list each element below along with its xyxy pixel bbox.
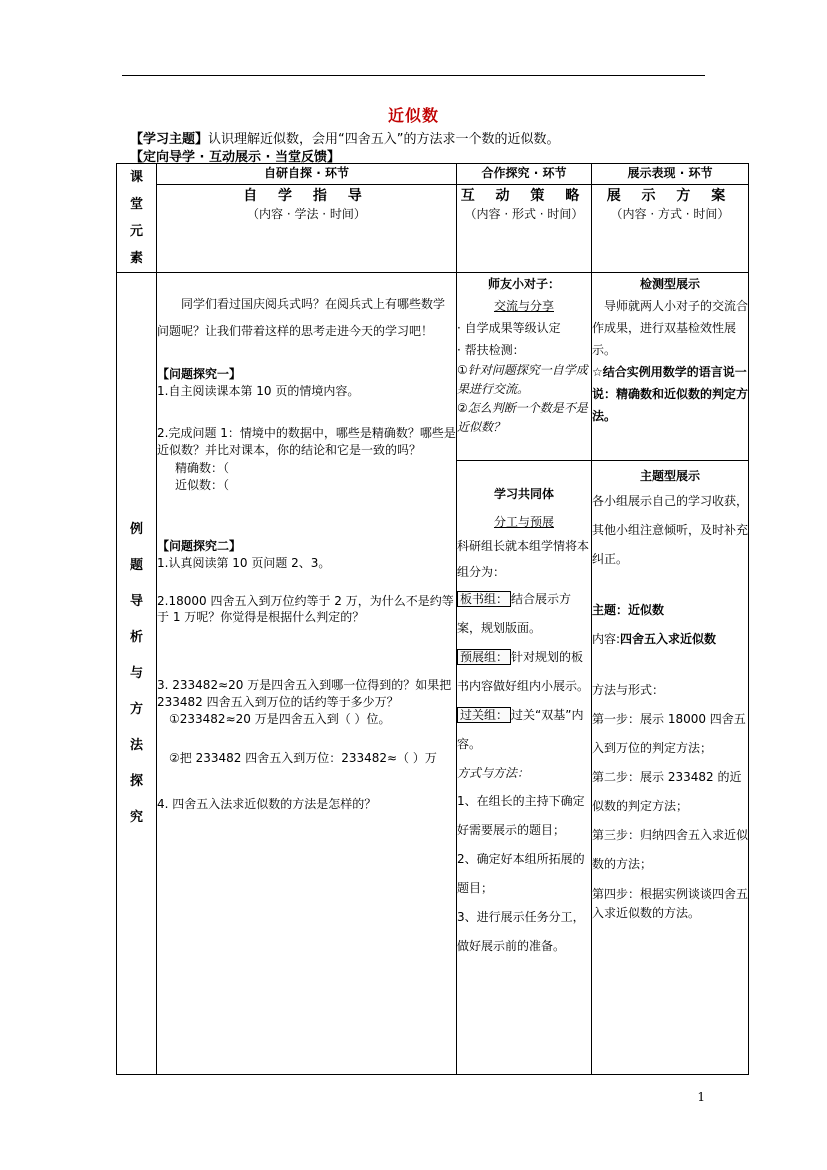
check-presentation-cell: 检测型展示 导师就两人小对子的交流合作成果，进行双基检效性展示。 ☆结合实例用数学的语言说一说：精确数和近似数的判定方法。 [592,273,749,461]
col-header-elements: 课 堂 元 素 [117,164,157,273]
question-two-item-4: 4. 四舍五入法求近似数的方法是怎样的？ [157,797,377,811]
pass-group-label: 过关组： [457,707,511,723]
exact-number-blank: 精确数：（ [175,461,230,475]
subheader-interaction: 互 动 策 略 （内容 · 形式 · 时间） [457,185,592,273]
question-two-item-3a: ①233482≈20 万是四舍五入到（ ）位。 [169,712,391,726]
question-two-item-3: 3. 233482≈20 万是四舍五入到哪一位得到的？如果把 233482 四舍五入到万位的话约等于多少万？ [157,678,452,709]
question-one-item-1: 1.自主阅读课本第 10 页的情境内容。 [157,384,360,398]
side-label: 例 题 导 析 与 方 法 探 究 [117,273,157,1075]
document-title: 近似数 [387,106,439,125]
pair-partner-cell: 师友小对子： 交流与分享 · 自学成果等级认定 · 帮扶检测： ①针对问题探究一自学成果进行交流。 ②怎么判断一个数是不是近似数？ [457,273,592,461]
question-two-item-2: 2.18000 四舍五入到万位约等于 2 万，为什么不是约等于 1 万呢？你觉得是根据什么判定的？ [157,594,454,624]
col-header-presentation: 展示表现 · 环节 [592,164,749,185]
topic-label: 【学习主题】 [130,132,209,147]
theme-presentation-cell: 主题型展示 各小组展示自己的学习收获，其他小组注意倾听，及时补充纠正。 主题：近似数 内容:四舍五入求近似数 方法与形式： 第一步：展示 18000 四舍五入到万位的判定方法； 第二步：展示 233482 的近似数的判定方法； 第三步：归纳四舍五入求近似数的方法； 第四步：根据实例谈谈四舍五入求近似数的方法。 [592,461,749,1075]
approx-number-blank: 近似数：（ [175,478,230,492]
col-header-cooperative: 合作探究 · 环节 [457,164,592,185]
learning-community-cell: 学习共同体 分工与预展 科研组长就本组学情将本组分为： 板书组： 结合展示方案，规划版面。 预展组： 针对规划的板书内容做好组内小展示。 过关组： 过关“双基”内容。 方式与方法： 1、在组长的主持下确定好需要展示的题目； 2、确定好本组所拓展的题目； 3、进行展示任务分工，做好展示前的准备。 [457,461,592,1075]
page-number: 1 [697,1090,705,1104]
question-two-item-3b: ②把 233482 四舍五入到万位：233482≈（ ）万 [169,751,437,765]
question-two-item-1: 1.认真阅读第 10 页问题 2、3。 [157,556,331,570]
self-study-content [157,273,457,1075]
subheader-self-study: 自 学 指 导 （内容 · 学法 · 时间） [157,185,457,273]
question-one-title: 【问题探究一】 [157,367,242,381]
subheader-presentation: 展 示 方 案 （内容 · 方式 · 时间） [592,185,749,273]
board-group-label: 板书组： [457,591,511,607]
intro-text: 同学们看过国庆阅兵式吗？在阅兵式上有哪些数学问题呢？让我们带着这样的思考走进今天的学习吧！ [157,297,446,338]
lesson-table [116,163,749,1075]
question-two-title: 【问题探究二】 [157,539,242,553]
guide-label: 【定向导学 · 互动展示 · 当堂反馈】 [130,150,340,165]
question-one-item-2: 2.完成问题 1：情境中的数据中，哪些是精确数？哪些是近似数？并比对课本，你的结论和它是一致的吗？ [157,426,456,457]
learning-topic [130,128,560,147]
topic-text: 认识理解近似数，会用“四舍五入”的方法求一个数的近似数。 [208,132,560,147]
preview-group-label: 预展组： [457,649,511,665]
header-rule [122,75,705,76]
col-header-self-study: 自研自探 · 环节 [157,164,457,185]
